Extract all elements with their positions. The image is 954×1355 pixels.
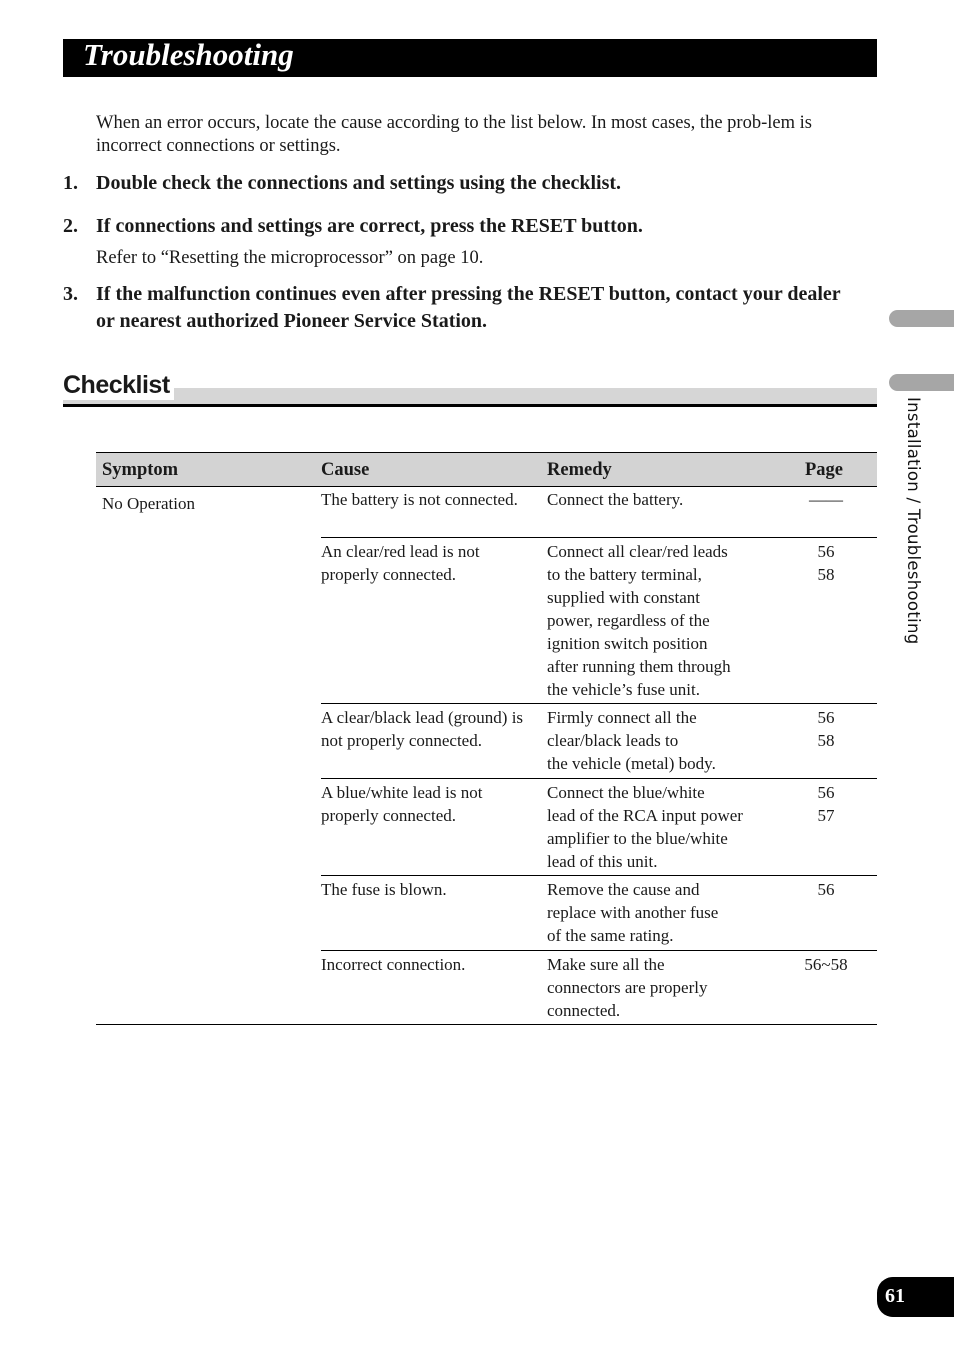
table-row bbox=[321, 779, 877, 876]
header-cause: Cause bbox=[321, 460, 370, 480]
page-cell: —— bbox=[809, 490, 843, 509]
step-number: 3. bbox=[63, 283, 78, 305]
checklist-table bbox=[96, 452, 877, 1020]
remedy-cell: Connect the battery. bbox=[547, 490, 684, 509]
cause-cell: The fuse is blown. bbox=[321, 880, 447, 899]
cause-cell: A blue/white lead is not properly connected. bbox=[321, 783, 483, 825]
section-bar bbox=[63, 388, 877, 404]
cause-cell: A clear/black lead (ground) is not properly connected. bbox=[321, 708, 524, 750]
intro-paragraph: When an error occurs, locate the cause according to the list below. In most cases, the prob-lem is incorrect connections or settings. bbox=[96, 113, 812, 156]
table-bottom-rule bbox=[96, 1024, 877, 1025]
page-cell: 56~58 bbox=[804, 955, 848, 974]
page-title: Troubleshooting bbox=[83, 37, 294, 72]
cause-cell: An clear/red lead is not properly connected. bbox=[321, 542, 480, 584]
title-bar bbox=[63, 39, 877, 77]
page-cell: 56 57 bbox=[817, 783, 835, 825]
remedy-cell: Make sure all the connectors are properly connected. bbox=[547, 955, 708, 1020]
step-number: 2. bbox=[63, 215, 78, 237]
remedy-cell: Connect all clear/red leads to the battery terminal, supplied with constant power, regardless of the ignition switch position after running them through the vehicle’s fuse unit. bbox=[547, 542, 731, 699]
table-row bbox=[321, 704, 877, 779]
side-tab-marker-active bbox=[889, 374, 954, 391]
page-number-tab bbox=[877, 1277, 954, 1317]
table-row bbox=[321, 876, 877, 951]
header-symptom: Symptom bbox=[102, 460, 179, 480]
page-cell: 56 58 bbox=[817, 708, 835, 750]
remedy-cell: Connect the blue/white lead of the RCA input power amplifier to the blue/white lead of this unit. bbox=[547, 783, 743, 871]
remedy-cell: Firmly connect all the clear/black leads to the vehicle (metal) body. bbox=[547, 708, 716, 773]
step-text: Double check the connections and settings using the checklist. bbox=[96, 172, 622, 194]
step-text: If connections and settings are correct, press the RESET button. bbox=[96, 215, 643, 237]
table-row bbox=[321, 951, 877, 1025]
section-rule bbox=[63, 404, 877, 407]
table-row bbox=[321, 487, 877, 538]
remedy-cell: Remove the cause and replace with another fuse of the same rating. bbox=[547, 880, 719, 945]
cause-cell: The battery is not connected. bbox=[321, 490, 518, 509]
section-title: Checklist bbox=[63, 370, 174, 400]
step-number: 1. bbox=[63, 172, 78, 194]
side-tab-marker bbox=[889, 310, 954, 327]
page-number: 61 bbox=[885, 1285, 905, 1307]
table-row bbox=[321, 538, 877, 704]
symptom-cell: No Operation bbox=[102, 494, 196, 513]
table-rows bbox=[96, 487, 877, 1025]
page-cell: 56 58 bbox=[817, 542, 835, 584]
side-section-label: Installation / Troubleshooting bbox=[904, 397, 923, 645]
cause-cell: Incorrect connection. bbox=[321, 955, 466, 974]
step-2-note: Refer to “Resetting the microprocessor” on page 10. bbox=[96, 248, 484, 268]
header-page: Page bbox=[805, 460, 844, 480]
header-remedy: Remedy bbox=[547, 460, 612, 480]
step-text: If the malfunction continues even after pressing the RESET button, contact your dealer or nearest authorized Pioneer Service Station. bbox=[96, 283, 841, 332]
table-header bbox=[96, 452, 877, 487]
page-cell: 56 bbox=[817, 880, 835, 899]
